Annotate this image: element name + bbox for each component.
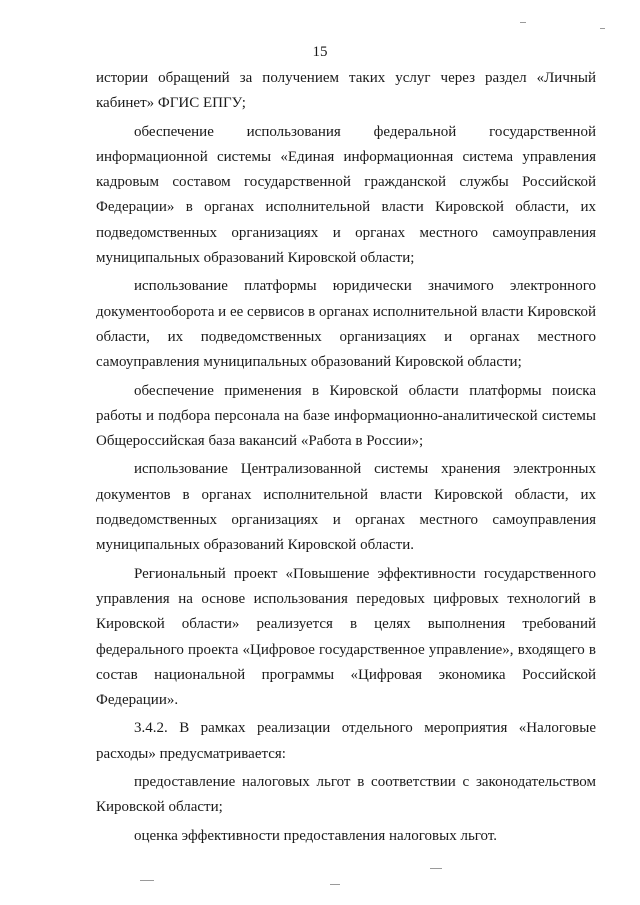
page-number: 15: [312, 44, 328, 60]
document-body: [96, 66, 596, 849]
paragraph-3: использование платформы юридически значимого электронного документооборота и ее сервисов в органах исполнительной власти Кировской области, их подведомственных организациях и органах местного самоуправления муниципальных образований Кировской области;: [96, 278, 596, 371]
scan-speck: [430, 868, 442, 869]
paragraph-1: истории обращений за получением таких услуг через раздел «Личный кабинет» ФГИС ЕПГУ;: [96, 70, 596, 112]
paragraph-8: предоставление налоговых льгот в соответствии с законодательством Кировской области;: [96, 774, 596, 816]
scan-speck: [330, 884, 340, 885]
paragraph-2: обеспечение использования федеральной государственной информационной системы «Единая информационная система управления кадровым составом государственной гражданской службы Российской Федерации» в органах исполнительной власти Кировской области, их подведомственных организациях и органах местного самоуправления муниципальных образований Кировской области;: [96, 123, 596, 267]
paragraph-5: использование Централизованной системы хранения электронных документов в органах исполнительной власти Кировской области, их подведомственных организациях и органах местного самоуправления муниципальных образований Кировской области.: [96, 461, 596, 554]
paragraph-7: 3.4.2. В рамках реализации отдельного мероприятия «Налоговые расходы» предусматривается:: [96, 720, 596, 762]
scan-speck: [520, 22, 526, 23]
scan-speck: [600, 28, 605, 29]
paragraph-6: Региональный проект «Повышение эффективности государственного управления на основе использования передовых цифровых технологий в Кировской области» реализуется в целях выполнения требований федерального проекта «Цифровое государственное управление», входящего в состав национальной программы «Цифровая экономика Российской Федерации».: [96, 565, 596, 709]
paragraph-9: оценка эффективности предоставления налоговых льгот.: [134, 827, 498, 844]
scan-speck: [140, 880, 154, 881]
paragraph-4: обеспечение применения в Кировской области платформы поиска работы и подбора персонала на базе информационно-аналитической системы Общероссийская база вакансий «Работа в России»;: [96, 382, 596, 450]
